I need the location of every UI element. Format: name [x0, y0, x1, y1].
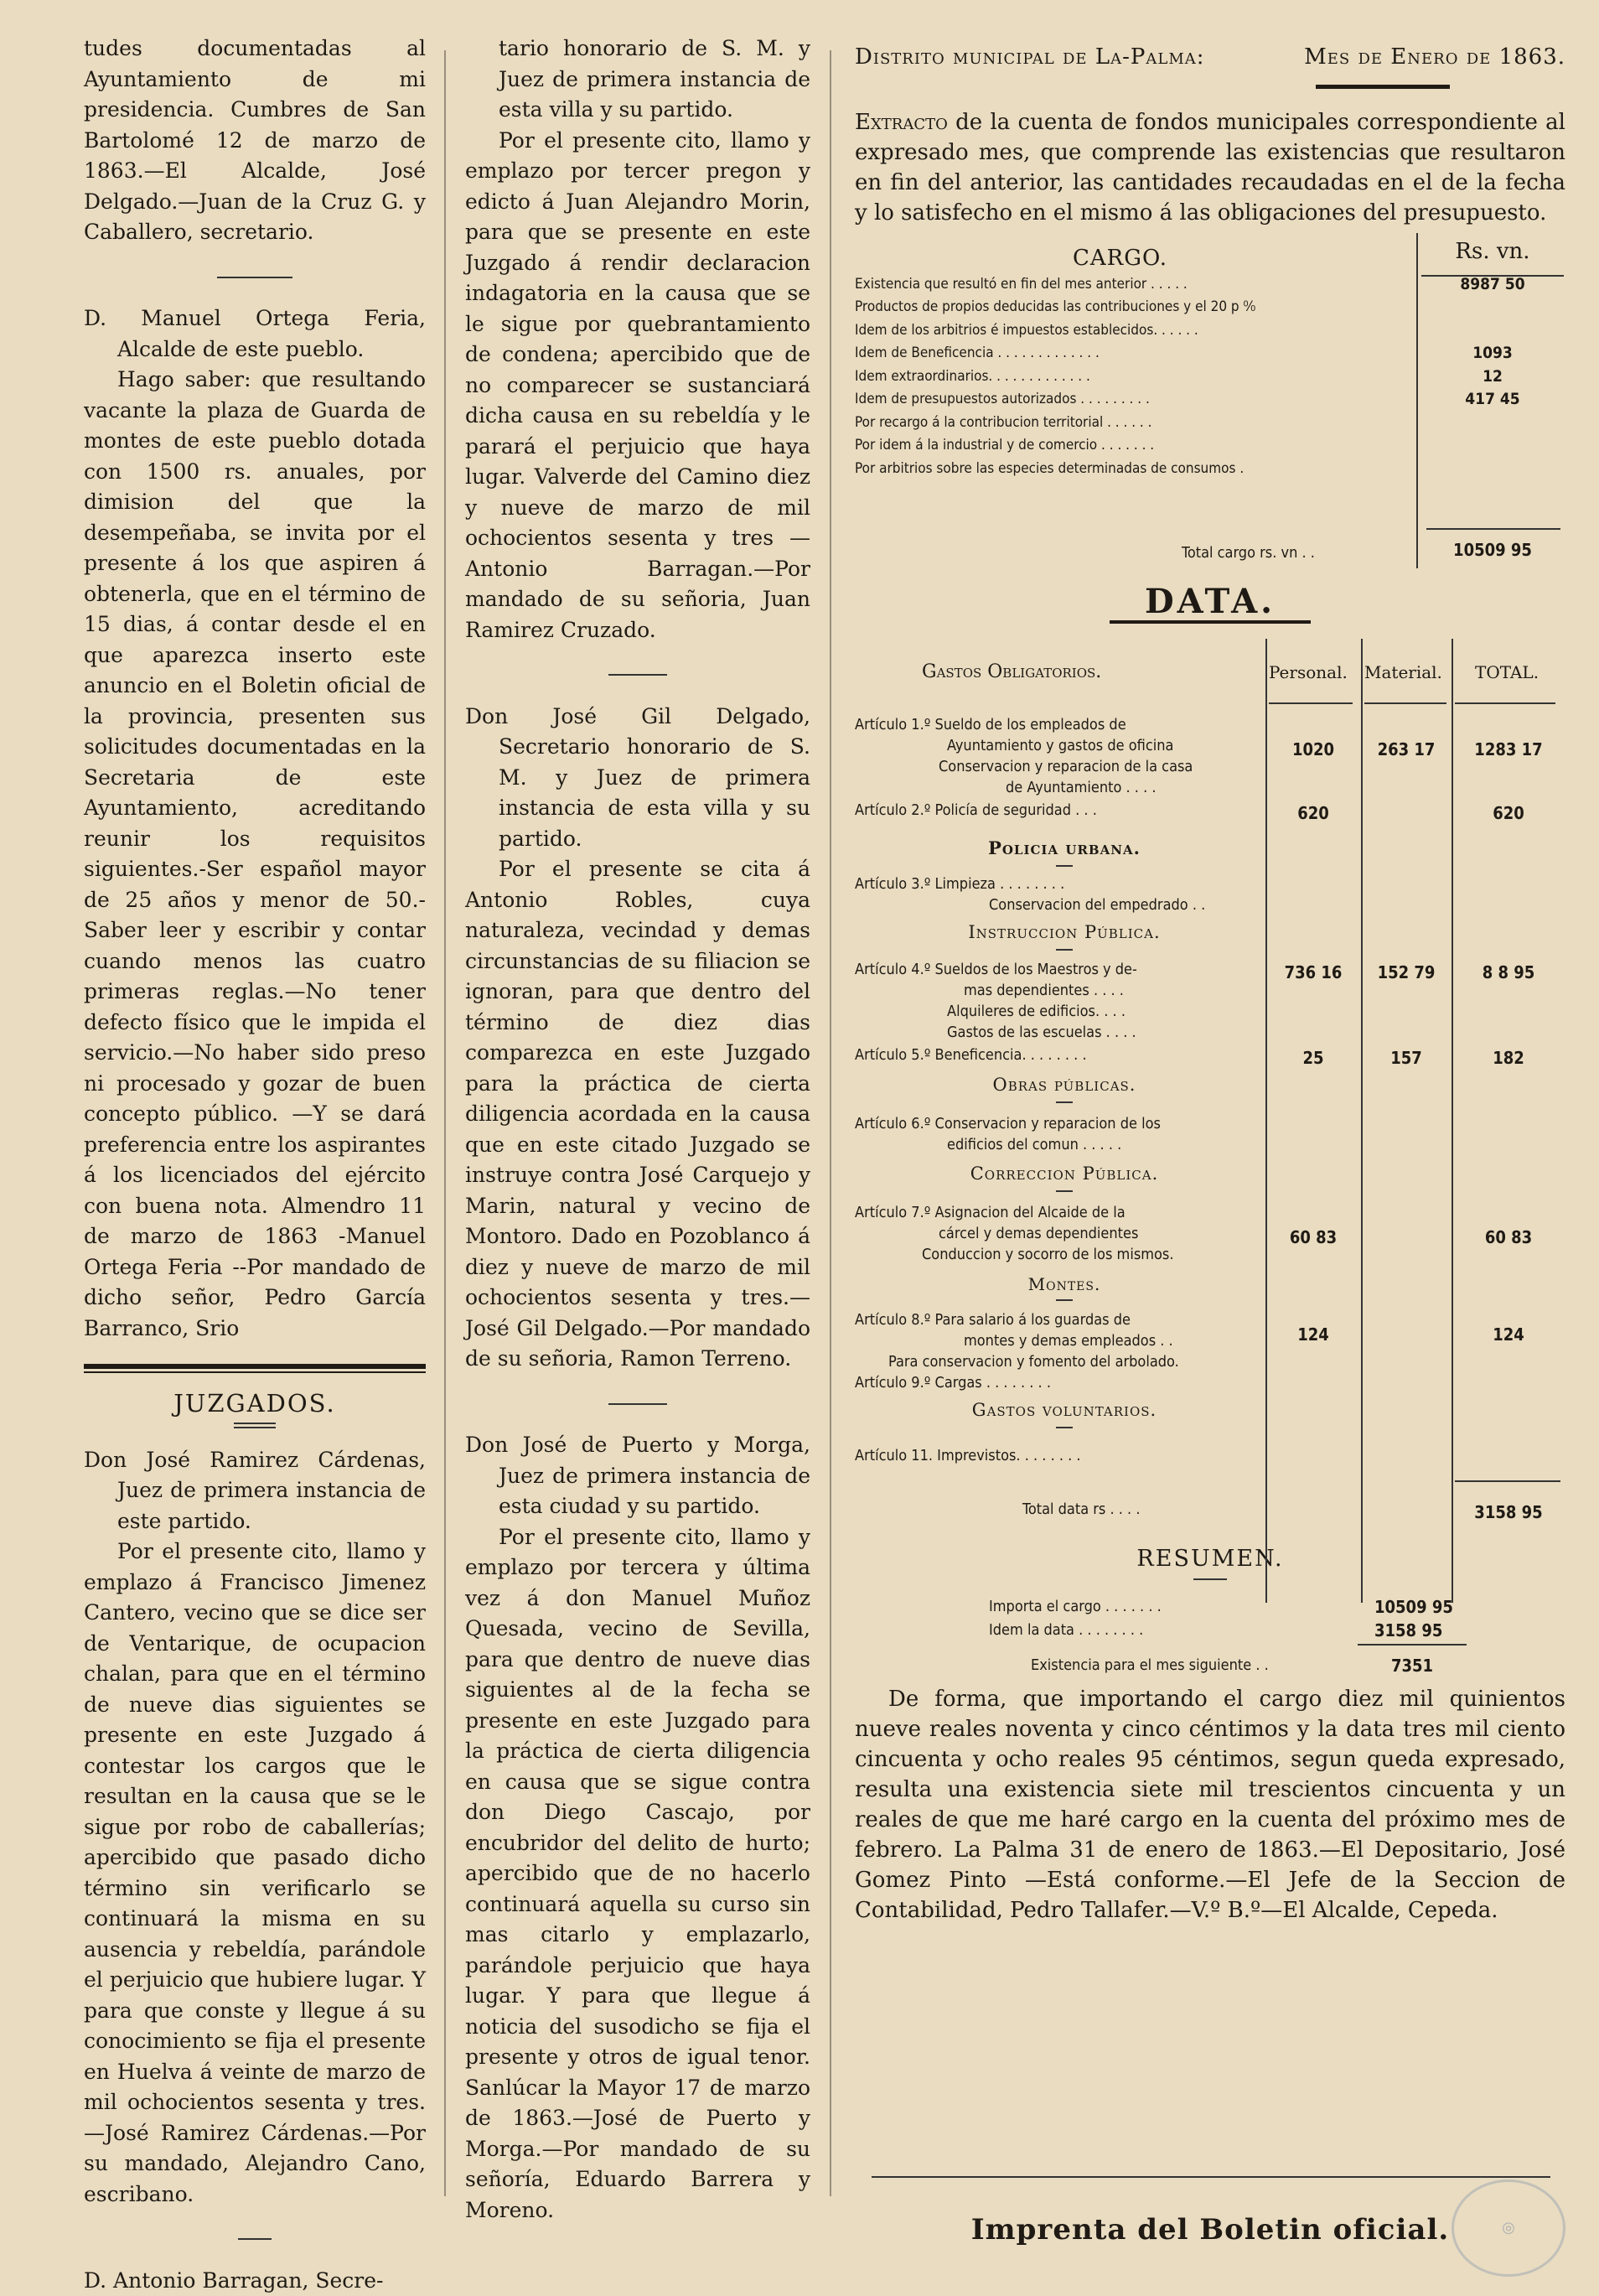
art4-line3: Alquileres de edificios. . . . — [947, 1001, 1126, 1022]
art1-material: 263 17 — [1361, 734, 1452, 765]
obras-heading: Obras públicas. — [855, 1070, 1274, 1101]
resumen-data-label: Idem la data . . . . . . . . — [989, 1615, 1143, 1646]
correccion-heading: Correccion Pública. — [855, 1158, 1274, 1189]
art5-total: 182 — [1452, 1043, 1565, 1074]
total-rule — [1426, 528, 1560, 530]
resumen-cargo-label: Importa el cargo . . . . . . . — [989, 1592, 1162, 1623]
art7-line2: cárcel y demas dependientes — [939, 1223, 1138, 1244]
art8-total: 124 — [1452, 1319, 1565, 1350]
data-title: DATA. — [855, 587, 1565, 618]
data-rule — [1110, 620, 1311, 624]
separator — [465, 654, 810, 685]
column-3-accounts — [855, 42, 1565, 1925]
data-total-label: Total data rs . . . . — [1022, 1499, 1140, 1520]
footer-rule — [872, 2176, 1550, 2178]
art7-personal: 60 83 — [1265, 1222, 1361, 1253]
cargo-row-value: 417 45 — [1418, 388, 1567, 412]
district-name: Distrito municipal de La-Palma: — [855, 42, 1205, 73]
resumen-title: RESUMEN. — [855, 1544, 1565, 1575]
cargo-row-label: Productos de propios deducidas las contribuciones y el 20 p ⁰⁄₀ — [855, 296, 1408, 319]
notice-sanlucar-heading: Don José de Puerto y Morga, Juez de primera instancia de esta ciudad y su partido. — [465, 1430, 810, 1522]
art4-line2: mas dependientes . . . . — [964, 980, 1124, 1001]
extract-body: de la cuenta de fondos municipales correspondiente al expresado mes, que comprende las existencias que resultaron en fin del anterior, las cantidades recaudadas en el de la fecha y lo satisfecho en el mismo á las obligaciones del presupuesto. — [855, 110, 1565, 225]
voluntarios-heading: Gastos voluntarios. — [855, 1395, 1274, 1426]
data-table — [855, 639, 1565, 1594]
art5-material: 157 — [1361, 1043, 1452, 1074]
column-divider — [444, 50, 446, 2196]
cargo-table — [855, 233, 1565, 585]
cargo-title: CARGO. — [1073, 243, 1167, 274]
art4-line1: Artículo 4.º Sueldos de los Maestros y de- — [855, 959, 1137, 980]
art1-line4: de Ayuntamiento . . . . — [1006, 777, 1157, 798]
column-line — [1452, 639, 1453, 1603]
art8-line3: Para conservacion y fomento del arbolado. — [888, 1351, 1179, 1372]
resumen-block — [855, 1592, 1565, 1674]
cargo-row-label: Por idem á la industrial y de comercio . . . . . . . — [855, 434, 1408, 458]
cargo-row-label: Idem de los arbitrios é impuestos establecidos. . . . . . — [855, 319, 1408, 343]
cargo-row-value — [1418, 296, 1567, 319]
art6-line2: edificios del comun . . . . . — [947, 1134, 1121, 1155]
header-rule — [1269, 702, 1353, 704]
policia-heading: Policia urbana. — [855, 833, 1274, 864]
art4-total: 8 8 95 — [1452, 957, 1565, 988]
total-header: TOTAL. — [1475, 657, 1539, 688]
art5-line: Artículo 5.º Beneficencia. . . . . . . . — [855, 1044, 1087, 1065]
cargo-row-value: 8987 50 — [1418, 273, 1567, 297]
cargo-row-label: Por recargo á la contribucion territorial . . . . . . — [855, 412, 1408, 435]
district-header — [855, 42, 1565, 73]
art8-personal: 124 — [1265, 1319, 1361, 1350]
art7-line1: Artículo 7.º Asignacion del Alcaide de la — [855, 1202, 1126, 1223]
art1-total: 1283 17 — [1452, 734, 1565, 765]
art8-line2: montes y demas empleados . . — [964, 1330, 1173, 1351]
notice-pozoblanco-body: Por el presente se cita á Antonio Robles, cuya naturaleza, vecindad y demas circunstancias de su filiacion se ignoran, para que dentro del término de diez dias comparezca en este Juzgado para la práctica de cierta diligencia acordada en la causa que en este citado Juzgado se instruye contra José Carquejo y Marin, natural y vecino de Montoro. Dado en Pozoblanco á diez y nueve de marzo de mil ochocientos sesenta y tres.—José Gil Delgado.—Por mandado de su señoria, Ramon Terreno. — [465, 854, 810, 1375]
library-stamp-icon: ◎ — [1452, 2179, 1565, 2277]
cargo-total-value: 10509 95 — [1418, 535, 1567, 566]
dash — [1056, 1190, 1073, 1192]
notice-valverde-heading: tario honorario de S. M. y Juez de primera instancia de esta villa y su partido. — [465, 34, 810, 126]
total-rule — [1455, 1480, 1560, 1482]
art6-line1: Artículo 6.º Conservacion y reparacion de los — [855, 1113, 1161, 1134]
notice-sanlucar-body: Por el presente cito, llamo y emplazo por tercera y última vez á don Manuel Muñoz Quesada, vecino de Sevilla, para que dentro de nueve dias siguientes al de la fecha se presente en este Juzgado para la práctica de cierta diligencia en causa que se sigue contra don Diego Cascajo, por encubridor del delito de hurto; apercibido que de no hacerlo continuará aquella su curso sin mas citarlo y emplazarlo, parándole perjuicio que haya lugar. Y para que llegue á noticia del susodicho se fija el presente y otros de igual tenor. Sanlúcar la Mayor 17 de marzo de 1863.—José de Puerto y Morga.—Por mandado de su señoría, Eduardo Barrera y Moreno. — [465, 1522, 810, 2226]
art2-line: Artículo 2.º Policía de seguridad . . . — [855, 800, 1097, 821]
art11-line: Artículo 11. Imprevistos. . . . . . . . — [855, 1445, 1081, 1466]
month-label: Mes de Enero de 1863. — [1304, 42, 1565, 73]
header-rule — [1316, 85, 1450, 89]
cargo-row-value: 1093 — [1418, 342, 1567, 365]
notice-almendro-body: Hago saber: que resultando vacante la plaza de Guarda de montes de este pueblo dotada con 1500 rs. anuales, por dimision del que la desempeñaba, se invita por el presente á los que aspiren á obtenerla, que en el término de 15 dias, á contar desde el en que aparezca inserto este anuncio en el Boletin oficial de la provincia, presenten sus solicitudes documentadas en la Secretaria de este Ayuntamiento, acreditando reunir los requisitos siguientes.-Ser español mayor de 25 años y menor de 50.-Saber leer y escribir y contar cuando menos las cuatro primeras reglas.—No tener defecto físico que le impida el servicio.—No haber sido preso ni procesado y gozar de buen concepto público. —Y se dará preferencia entre los aspirantes á los licenciados del ejército con buena nota. Almendro 11 de marzo de 1863 -Manuel Ortega Feria --Por mandado de dicho señor, Pedro García Barranco, Srio — [84, 365, 426, 1344]
column-2 — [465, 34, 810, 2226]
extract-lead: Extracto — [855, 110, 948, 135]
personal-header: Personal. — [1269, 657, 1348, 688]
notice-huelva-heading: Don José Ramirez Cárdenas, Juez de primera instancia de este partido. — [84, 1445, 426, 1537]
cargo-row-value — [1418, 434, 1567, 458]
header-rule — [1364, 702, 1446, 704]
double-rule — [234, 1423, 276, 1428]
header-rule — [1455, 702, 1555, 704]
resumen-cargo — [855, 1592, 1565, 1615]
cargo-row-value — [1418, 319, 1567, 343]
material-header: Material. — [1364, 657, 1442, 688]
currency-header: Rs. vn. — [1418, 233, 1567, 267]
gastos-header: Gastos Obligatorios. — [922, 657, 1101, 688]
art4-personal: 736 16 — [1265, 957, 1361, 988]
dash — [1056, 1299, 1073, 1301]
closing-paragraph: De forma, que importando el cargo diez mil quinientos nueve reales noventa y cinco céntimos y la data tres mil ciento cincuenta y ocho reales 95 céntimos, segun queda expresado, resulta una existencia siete mil trescientos cincuenta y un reales de que me haré cargo en la cuenta del próximo mes de febrero. La Palma 31 de enero de 1863.—El Depositario, José Gomez Pinto —Está conforme.—El Jefe de la Seccion de Contabilidad, Pedro Tallafer.—V.º B.º—El Alcalde, Cepeda. — [855, 1684, 1565, 1925]
printer-footer: Imprenta del Boletin oficial. — [855, 2213, 1565, 2247]
cargo-row-label: Por arbitrios sobre las especies determinadas de consumos . — [855, 458, 1408, 481]
art4-material: 152 79 — [1361, 957, 1452, 988]
extract-paragraph — [855, 107, 1565, 228]
cargo-row-label: Idem de presupuestos autorizados . . . . . . . . . — [855, 388, 1408, 412]
cargo-row-value — [1418, 412, 1567, 435]
cargo-row-label: Existencia que resultó en fin del mes anterior . . . . . — [855, 273, 1408, 297]
dash — [1056, 865, 1073, 867]
cargo-total-label: Total cargo rs. vn . . — [1182, 538, 1315, 569]
resumen-cargo-value: 10509 95 — [1374, 1592, 1453, 1623]
art5-personal: 25 — [1265, 1043, 1361, 1074]
art7-line3: Conduccion y socorro de los mismos. — [922, 1244, 1174, 1265]
column-line — [1361, 639, 1363, 1603]
cargo-rows — [855, 273, 1408, 481]
notice-cumbres-end: tudes documentadas al Ayuntamiento de mi presidencia. Cumbres de San Bartolomé 12 de marzo de 1863.—El Alcalde, José Delgado.—Juan de la Cruz G. y Caballero, secretario. — [84, 34, 426, 248]
art3-line2: Conservacion del empedrado . . — [989, 894, 1205, 915]
resumen-existencia — [855, 1651, 1565, 1674]
cargo-row-label: Idem extraordinarios. . . . . . . . . . . . . — [855, 365, 1408, 389]
art4-line4: Gastos de las escuelas . . . . — [947, 1022, 1136, 1043]
notice-pozoblanco-heading: Don José Gil Delgado, Secretario honorario de S. M. y Juez de primera instancia de esta villa y su partido. — [465, 702, 810, 855]
notice-huelva-body: Por el presente cito, llamo y emplazo á Francisco Jimenez Cantero, vecino que se dice ser de Ventarique, de ocupacion chalan, para que en el término de nueve dias siguientes se presente en este Juzgado á contestar los cargos que le resultan en la causa que se le sigue por robo de caballerías; apercibido que pasado dicho término sin verificarlo se continuará la misma en su ausencia y rebeldía, parándole el perjuicio que hubiere lugar. Y para que conste y llegue á su conocimiento se fija el presente en Huelva á veinte de marzo de mil ochocientos sesenta y tres.—José Ramirez Cárdenas.—Por su mandado, Alejandro Cano, escribano. — [84, 1537, 426, 2210]
cargo-values — [1418, 273, 1567, 481]
section-title-juzgados: JUZGADOS. — [84, 1388, 426, 1419]
separator — [84, 257, 426, 288]
notice-almendro-heading: D. Manuel Ortega Feria, Alcalde de este pueblo. — [84, 303, 426, 365]
separator — [84, 2218, 426, 2249]
montes-heading: Montes. — [855, 1269, 1274, 1300]
column-divider — [830, 50, 831, 2196]
resumen-existencia-value: 7351 — [1391, 1651, 1433, 1682]
notice-valverde-body: Por el presente cito, llamo y emplazo por tercer pregon y edicto á Juan Alejandro Morin, para que se presente en este Juzgado á rendir declaracion indagatoria en la causa que se le sigue por quebrantamiento de condena; apercibido que de no comparecer se sustanciará dicha causa en su rebeldía y le parará el perjuicio que haya lugar. Valverde del Camino diez y nueve de marzo de mil ochocientos sesenta y tres —Antonio Barragan.—Por mandado de su señoria, Juan Ramirez Cruzado. — [465, 126, 810, 646]
cargo-values-column — [1416, 233, 1567, 568]
data-total-value: 3158 95 — [1452, 1497, 1565, 1528]
resumen-data — [855, 1615, 1565, 1639]
cargo-row-value — [1418, 458, 1567, 481]
dash — [1056, 949, 1073, 951]
dash — [1056, 1101, 1073, 1103]
column-line — [1265, 639, 1267, 1603]
art1-line3: Conservacion y reparacion de la casa — [939, 756, 1193, 777]
cargo-row-value: 12 — [1418, 365, 1567, 389]
art2-total: 620 — [1452, 798, 1565, 829]
separator — [465, 1383, 810, 1414]
resumen-existencia-label: Existencia para el mes siguiente . . — [1031, 1651, 1269, 1682]
section-rule — [84, 1364, 426, 1373]
art1-personal: 1020 — [1265, 734, 1361, 765]
art1-line2: Ayuntamiento y gastos de oficina — [947, 735, 1173, 756]
art2-personal: 620 — [1265, 798, 1361, 829]
art7-total: 60 83 — [1452, 1222, 1565, 1253]
instruccion-heading: Instruccion Pública. — [855, 917, 1274, 948]
art1-line1: Artículo 1.º Sueldo de los empleados de — [855, 714, 1126, 735]
art9-line: Artículo 9.º Cargas . . . . . . . . — [855, 1372, 1051, 1393]
art3-line1: Artículo 3.º Limpieza . . . . . . . . — [855, 873, 1064, 894]
dash — [1056, 1427, 1073, 1428]
cargo-row-label: Idem de Beneficencia . . . . . . . . . . . . . — [855, 342, 1408, 365]
column-1 — [84, 34, 426, 2296]
notice-valverde-heading-start: D. Antonio Barragan, Secre- — [84, 2266, 426, 2296]
art8-line1: Artículo 8.º Para salario á los guardas de — [855, 1309, 1131, 1330]
resumen-data-value: 3158 95 — [1374, 1615, 1442, 1646]
